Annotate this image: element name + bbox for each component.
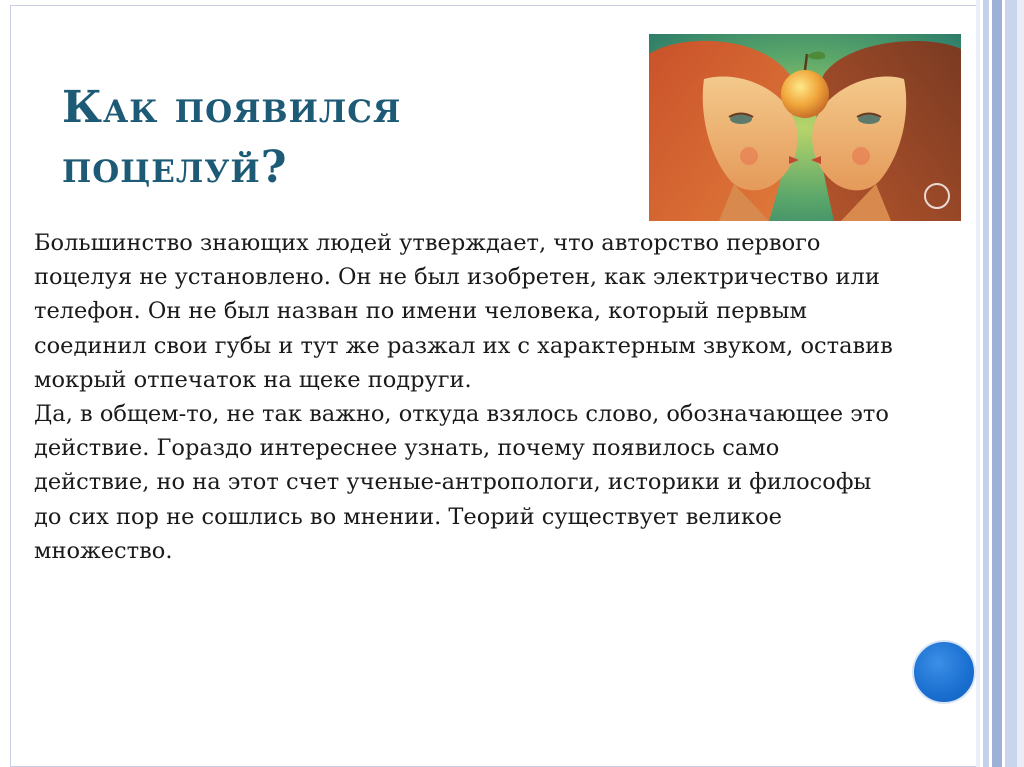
paragraph-2: Да, в общем-то, не так важно, откуда взялось слово, обозначающее это действие. Гораздо интереснее узнать, почему появилось само действие, но на этот счет ученые-антропологи, историки и философы до сих пор не сошлись во мнении. Теорий существует великое множество. — [34, 401, 889, 564]
decorative-blue-circle — [912, 640, 976, 704]
slide-title — [62, 78, 582, 198]
painting-two-faces-apple-image — [649, 34, 961, 221]
paragraph-1: Большинство знающих людей утверждает, что авторство первого поцелуя не установлено. Он не был изобретен, как электричество или телефон. Он не был назван по имени человека, который первым соединил свои губы и тут же разжал их с характерным звуком, оставив мокрый отпечаток на щеке подруги. — [34, 230, 893, 393]
slide-body-text — [34, 226, 894, 568]
title-line-2: поцелуй? — [62, 142, 288, 193]
decorative-side-stripes — [976, 0, 1024, 767]
title-line-1: Как появился — [62, 82, 402, 133]
